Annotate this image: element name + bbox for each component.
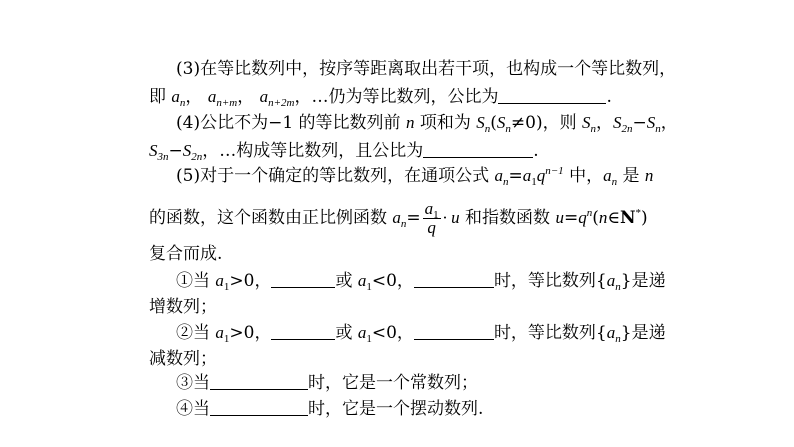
- p5-line3: [149, 243, 222, 265]
- case2-text: }是递: [620, 323, 666, 343]
- math-sub: 1: [433, 209, 439, 221]
- case2-text: 时，等比数列{: [493, 323, 607, 343]
- p4-line1: [176, 112, 678, 134]
- p3-text: .: [606, 87, 612, 107]
- math-var: S: [149, 141, 158, 160]
- math-sub: 3n: [157, 151, 169, 163]
- math-sub: 2n: [621, 123, 633, 135]
- p4-text: −: [168, 141, 183, 161]
- math-sub: n+2m: [268, 97, 295, 109]
- case4-text: 时，它是一个摆动数列.: [308, 399, 484, 419]
- case1-text: 增数列；: [149, 297, 217, 317]
- case2-text: <0，: [371, 323, 414, 343]
- math-var: u: [555, 208, 564, 227]
- fraction-denominator: q: [427, 218, 436, 237]
- p4-text: ，: [660, 113, 678, 133]
- math-sub: n: [505, 123, 511, 135]
- math-sup: *: [635, 207, 641, 219]
- math-var: S: [582, 113, 591, 132]
- p4-text: −: [632, 113, 647, 133]
- math-sub: n: [502, 176, 509, 188]
- case4-text: ④当: [176, 399, 210, 419]
- math-var: n: [598, 208, 608, 227]
- p5-text: =: [563, 208, 579, 228]
- math-sub: 2n: [191, 151, 203, 163]
- p4-text: 项和为: [414, 113, 477, 133]
- p5-text: (: [592, 208, 599, 228]
- math-sub: n: [611, 176, 618, 188]
- math-var: q: [536, 166, 546, 185]
- p5-text: =: [508, 166, 523, 186]
- p3-text: (3)在等比数列中，按序等距离取出若干项，也构成一个等比数列，: [176, 59, 677, 79]
- case1-text: ①当: [176, 271, 216, 291]
- answer-blank[interactable]: [423, 141, 533, 158]
- case4-line: [176, 398, 483, 420]
- case2-text: >0，: [229, 323, 272, 343]
- p5-text: 和指数函数: [459, 208, 556, 228]
- math-var: a: [424, 199, 434, 218]
- p3-line2: [149, 86, 612, 108]
- case1-line1: [176, 270, 666, 292]
- answer-blank[interactable]: [414, 323, 494, 340]
- math-var: a: [207, 87, 217, 106]
- math-sub: n: [615, 281, 621, 293]
- math-var: S: [182, 141, 192, 160]
- math-var: S: [496, 113, 506, 132]
- math-sub: 1: [366, 281, 372, 293]
- p4-text: ，: [596, 113, 614, 133]
- math-sub: n: [615, 333, 621, 345]
- p4-text: ，…构成等比数列，且公比为: [202, 141, 424, 161]
- p4-text: (4)公比不为−1 的等比数列前: [176, 113, 406, 133]
- p5-text: 中，: [563, 166, 604, 186]
- p5-text: ): [641, 208, 648, 228]
- case1-text: <0，: [371, 271, 414, 291]
- fraction: [423, 200, 441, 237]
- math-set: N: [619, 208, 636, 228]
- case2-line2: [149, 348, 217, 370]
- math-sub: n: [400, 218, 407, 230]
- p3-text: ，: [237, 87, 255, 107]
- math-var: a: [603, 166, 612, 185]
- math-sub: n: [590, 123, 597, 135]
- math-sub: n: [484, 123, 491, 135]
- math-var: n: [405, 113, 415, 132]
- p5-text: ∈: [607, 208, 620, 228]
- math-sub: n: [179, 97, 186, 109]
- p3-text: ，: [185, 87, 203, 107]
- math-var: a: [357, 271, 367, 290]
- p5-text: (5)对于一个确定的等比数列，在通项公式: [176, 166, 495, 186]
- p4-text: (: [490, 113, 497, 133]
- math-var: n: [644, 166, 654, 185]
- math-sub: 1: [223, 281, 230, 293]
- answer-blank[interactable]: [210, 373, 308, 390]
- math-var: S: [613, 113, 622, 132]
- math-var: S: [646, 113, 656, 132]
- math-sub: 1: [223, 333, 230, 345]
- math-sub: 1: [531, 176, 537, 188]
- p3-text: ，…仍为等比数列，公比为: [294, 87, 499, 107]
- p5-text: =: [406, 208, 421, 228]
- math-var: a: [259, 87, 269, 106]
- math-sup: n: [586, 207, 593, 219]
- math-var: a: [392, 208, 401, 227]
- answer-blank[interactable]: [210, 399, 308, 416]
- math-var: S: [476, 113, 485, 132]
- answer-blank[interactable]: [271, 271, 335, 288]
- math-var: a: [215, 271, 224, 290]
- math-var: a: [606, 323, 616, 342]
- math-sub: n+m: [216, 97, 238, 109]
- math-var: a: [215, 323, 224, 342]
- p4-line2: [149, 140, 539, 162]
- p4-text: ≠0)，则: [510, 113, 583, 133]
- math-var: a: [494, 166, 503, 185]
- answer-blank[interactable]: [271, 323, 335, 340]
- case3-text: 时，它是一个常数列；: [308, 373, 478, 393]
- answer-blank[interactable]: [414, 271, 494, 288]
- math-var: a: [357, 323, 367, 342]
- case3-text: ③当: [176, 373, 210, 393]
- math-var: q: [578, 208, 587, 227]
- p3-line1: [176, 58, 676, 80]
- case1-text: 或: [335, 271, 358, 291]
- math-sub: 1: [366, 333, 372, 345]
- p5-text: 复合而成.: [149, 244, 223, 264]
- math-var: a: [606, 271, 616, 290]
- case1-text: }是递: [620, 271, 666, 291]
- p5-text: 的函数，这个函数由正比例函数: [149, 208, 393, 228]
- p5-text: 是: [617, 166, 645, 186]
- math-sub: n: [655, 123, 661, 135]
- p5-line1: [176, 165, 653, 187]
- math-sup: n−1: [545, 165, 564, 177]
- case1-text: >0，: [229, 271, 272, 291]
- case2-line1: [176, 322, 666, 344]
- case3-line: [176, 372, 478, 394]
- fraction-numerator: [423, 200, 441, 219]
- case2-text: 减数列；: [149, 349, 217, 369]
- p5-line2: [149, 198, 648, 238]
- math-var: · u: [442, 208, 460, 227]
- case1-line2: [149, 296, 217, 318]
- math-var: a: [522, 166, 532, 185]
- case1-text: 时，等比数列{: [493, 271, 607, 291]
- math-var: a: [171, 87, 180, 106]
- case2-text: 或: [335, 323, 358, 343]
- p4-text: .: [533, 141, 539, 161]
- answer-blank[interactable]: [498, 87, 606, 104]
- case2-text: ②当: [176, 323, 216, 343]
- p3-text: 即: [149, 87, 166, 107]
